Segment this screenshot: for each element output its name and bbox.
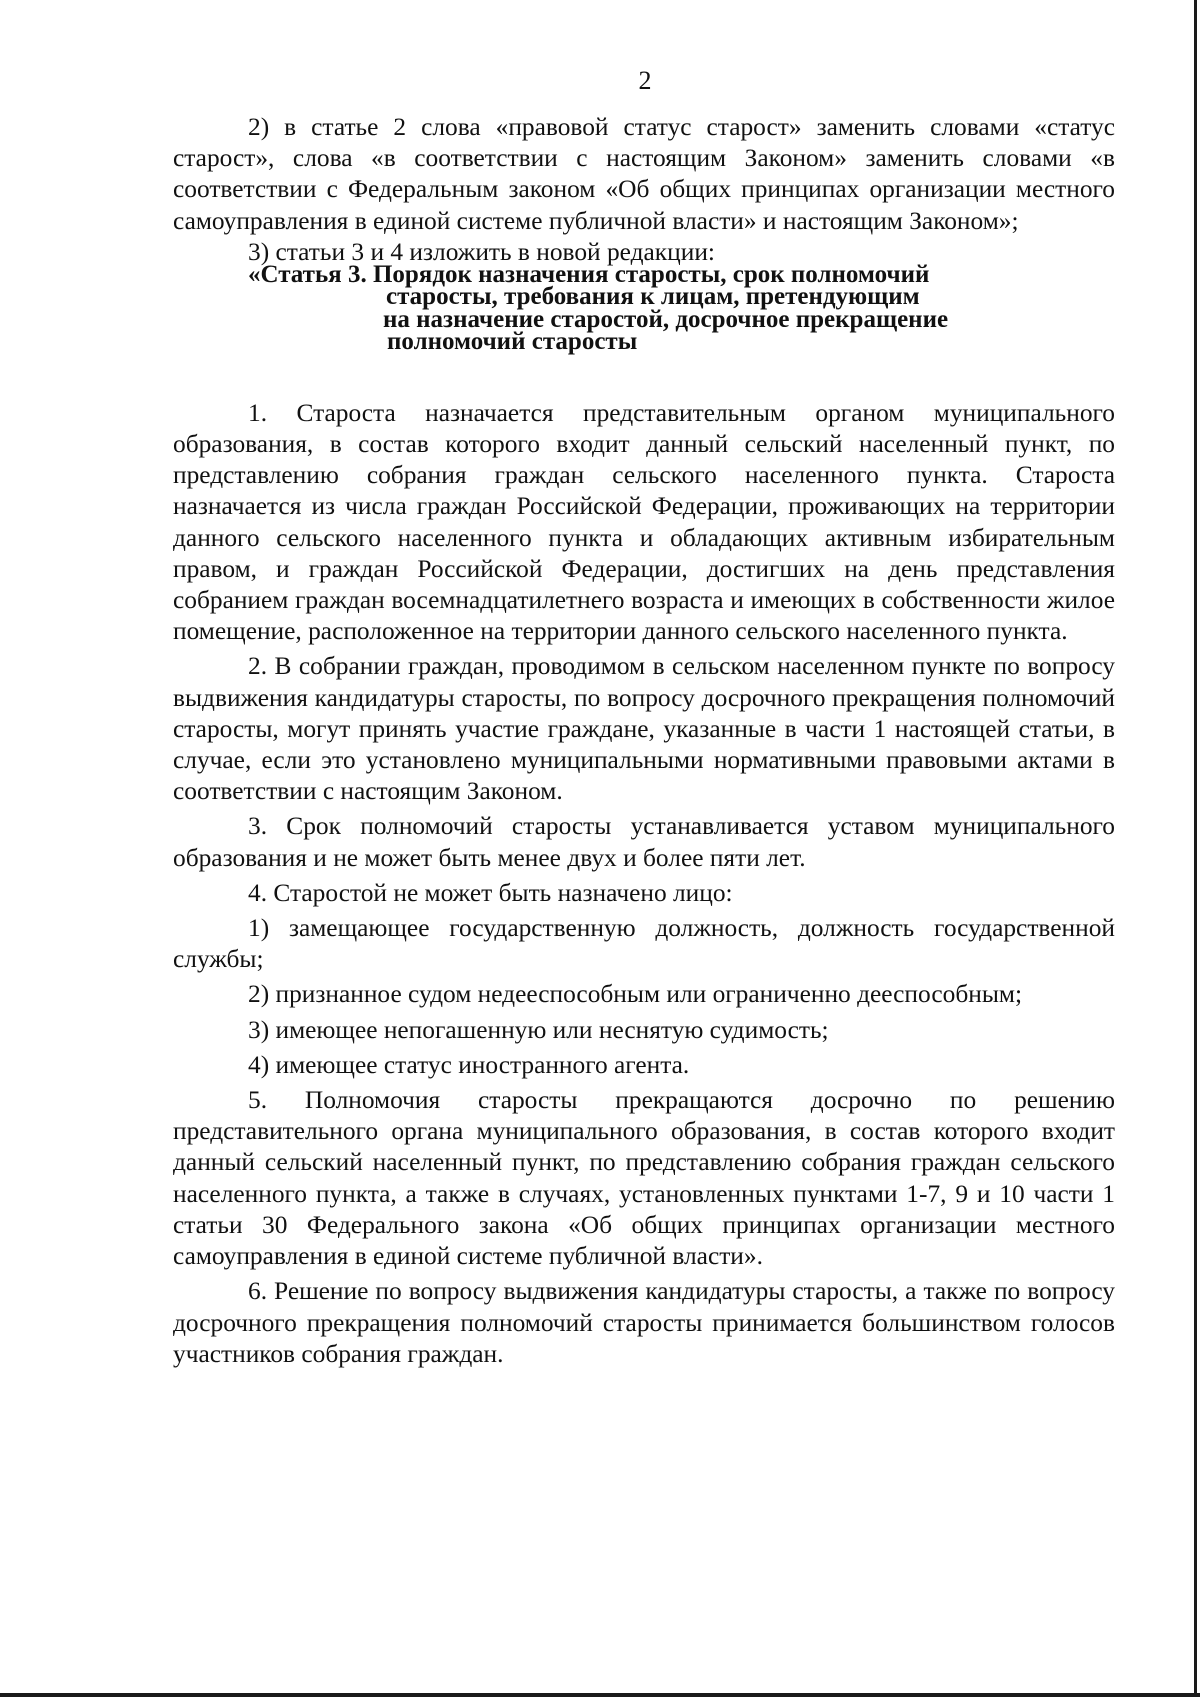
- intro-item-2: 2) в статье 2 слова «правовой статус старост» заменить словами «статус старост», слова «в соответствии с настоящим Законом» заменить словами «в соответствии с Федеральным законом «Об общих принципах организации местного самоуправления в единой системе публичной власти» и настоящим Законом»;: [173, 113, 1115, 235]
- paragraph-4: 4. Старостой не может быть назначено лицо:: [248, 878, 733, 907]
- paragraph-4-item-3: 3) имеющее непогашенную или неснятую судимость;: [248, 1015, 829, 1044]
- paragraph-4-item-4: 4) имеющее статус иностранного агента.: [248, 1050, 690, 1079]
- paragraph-5: 5. Полномочия старосты прекращаются досрочно по решению представительного органа муниципального образования, в состав которого входит данный сельский населенный пункт, по представлению собрания граждан сельского населенного пункта, а также в случаях, установленных пунктами 1-7, 9 и 10 части 1 статьи 30 Федерального закона «Об общих принципах организации местного самоуправления в единой системе публичной власти».: [173, 1086, 1115, 1271]
- paragraph-4-item-1: 1) замещающее государственную должность, должность государственной службы;: [173, 914, 1115, 974]
- paragraph-6: 6. Решение по вопросу выдвижения кандидатуры старосты, а также по вопросу досрочного прекращения полномочий старосты принимается большинством голосов участников собрания граждан.: [173, 1277, 1115, 1368]
- scan-edge-right: [1194, 0, 1197, 1697]
- article-heading-line-3: на назначение старостой, досрочное прекращение: [383, 305, 949, 333]
- scan-edge-bottom: [0, 1693, 1200, 1697]
- paragraph-2: 2. В собрании граждан, проводимом в сельском населенном пункте по вопросу выдвижения кандидатуры старосты, по вопросу досрочного прекращения полномочий старосты, могут принять участие граждане, указанные в части 1 настоящей статьи, в случае, если это установлено муниципальными нормативными правовыми актами в соответствии с настоящим Законом.: [173, 652, 1115, 806]
- paragraph-4-item-2: 2) признанное судом недееспособным или ограниченно дееспособным;: [248, 980, 1023, 1009]
- article-heading-line-2: старосты, требования к лицам, претендующим: [386, 283, 920, 311]
- intro-item-3: 3) статьи 3 и 4 изложить в новой редакции:: [248, 237, 715, 266]
- article-heading-line-1: «Статья 3. Порядок назначения старосты, срок полномочий: [248, 260, 930, 288]
- article-heading: [173, 260, 1115, 356]
- document-body: [173, 112, 1115, 1370]
- page-number: 2: [638, 66, 652, 95]
- paragraph-1: 1. Староста назначается представительным органом муниципального образования, в состав которого входит данный сельский населенный пункт, по представлению собрания граждан сельского населенного пункта. Староста назначается из числа граждан Российской Федерации, проживающих на территории данного сельского населенного пункта и обладающих активным избирательным правом, и граждан Российской Федерации, достигших на день представления собранием граждан восемнадцатилетнего возраста и имеющих в собственности жилое помещение, расположенное на территории данного сельского населенного пункта.: [173, 398, 1115, 646]
- paragraph-3: 3. Срок полномочий старосты устанавливается уставом муниципального образования и не может быть менее двух и более пяти лет.: [173, 812, 1115, 872]
- article-heading-line-4: полномочий старосты: [387, 328, 638, 356]
